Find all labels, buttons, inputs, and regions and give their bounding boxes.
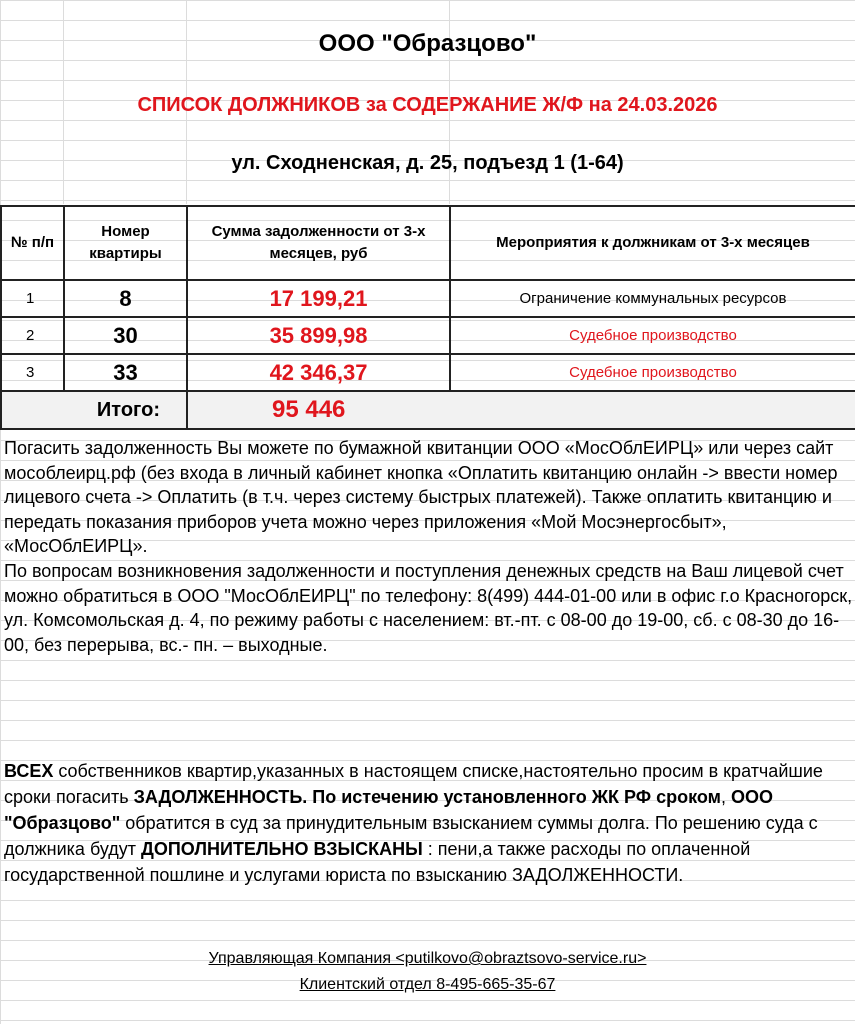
header-measures: Мероприятия к должникам от 3-х месяцев — [450, 206, 855, 280]
notice-bold-debt: ЗАДОЛЖЕННОСТЬ. По истечению установленного ЖК РФ сроком — [133, 787, 721, 807]
client-department-phone: Клиентский отдел 8-495-665-35-67 — [299, 976, 556, 993]
total-sum: 95 446 — [187, 391, 855, 429]
payment-info-paragraph — [4, 436, 854, 657]
org-title: ООО "Образцово" — [318, 30, 537, 57]
row-apartment: 30 — [64, 317, 187, 354]
header-apartment: Номер квартиры — [64, 206, 187, 280]
notice-text-4: : пени,а также расходы по оплаченной государственной пошлине и услугами юриста по взысканию ЗАДОЛЖЕННОСТИ. — [4, 839, 751, 885]
header-debt-sum: Сумма задолженности от 3-х месяцев, руб — [187, 206, 450, 280]
contact-info-text: По вопросам возникновения задолженности и поступления денежных средств на Ваш лицевой счет можно обратиться в ООО "МосОблЕИРЦ" по телефону: 8(499) 444-01-00 или в офис г.о Красногорск, ул. Комсомольская д. 4, по режиму работы с населением: вт.-пт. с 08-00 до 19-00, сб. с 08-30 до 16-00, без перерыва, вс.- пн. – выходные. — [4, 560, 853, 655]
notice-text-2: , — [720, 787, 731, 807]
table-row — [1, 354, 855, 391]
row-apartment: 33 — [64, 354, 187, 391]
table-header-row — [1, 206, 855, 280]
row-num: 2 — [1, 317, 64, 354]
total-label: Итого: — [1, 391, 187, 429]
notice-bold-org: ООО "Образцово" — [4, 787, 774, 833]
row-num: 1 — [1, 280, 64, 317]
row-debt-sum: 17 199,21 — [187, 280, 450, 317]
notice-bold-all: ВСЕХ — [4, 761, 54, 781]
debtors-table — [0, 205, 855, 430]
row-debt-sum: 42 346,37 — [187, 354, 450, 391]
notice-text-3: обратится в суд за принудительным взысканием суммы долга. По решению суда с должника будут — [4, 813, 818, 859]
court-notice-paragraph — [4, 758, 854, 888]
notice-bold-additional: ДОПОЛНИТЕЛЬНО ВЗЫСКАНЫ — [141, 839, 423, 859]
notice-text-1: собственников квартир,указанных в настоящем списке,настоятельно просим в кратчайшие сроки погасить — [4, 761, 823, 807]
table-row — [1, 317, 855, 354]
management-company-contact: Управляющая Компания <putilkovo@obraztsovo-service.ru> — [208, 950, 647, 967]
debtor-list-title: СПИСОК ДОЛЖНИКОВ за СОДЕРЖАНИЕ Ж/Ф на 24.03.2026 — [137, 94, 718, 116]
header-num: № п/п — [1, 206, 64, 280]
row-measure: Судебное производство — [450, 317, 855, 354]
row-measure: Ограничение коммунальных ресурсов — [450, 280, 855, 317]
table-row — [1, 280, 855, 317]
row-apartment: 8 — [64, 280, 187, 317]
payment-info-text: Погасить задолженность Вы можете по бумажной квитанции ООО «МосОблЕИРЦ» или через сайт мособлеирц.рф (без входа в личный кабинет кнопка «Оплатить квитанцию онлайн -> ввести номер лицевого счета -> Оплатить (в т.ч. через систему быстрых платежей). Также оплатить квитанцию и передать показания приборов учета можно через приложения «Мой Мосэнергосбыт», «МосОблЕИРЦ». — [4, 438, 838, 557]
row-debt-sum: 35 899,98 — [187, 317, 450, 354]
total-row — [1, 391, 855, 429]
row-num: 3 — [1, 354, 64, 391]
row-measure: Судебное производство — [450, 354, 855, 391]
address-line: ул. Сходненская, д. 25, подъезд 1 (1-64) — [231, 152, 624, 174]
